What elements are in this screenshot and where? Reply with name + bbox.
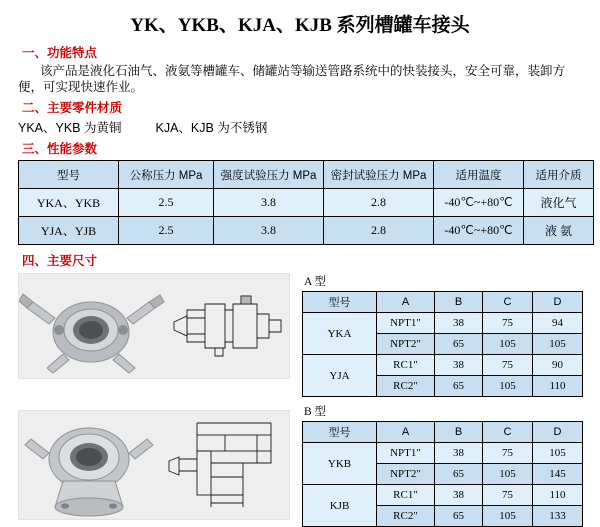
cell: 65: [435, 376, 483, 397]
table-header-row: [19, 161, 594, 189]
col-header: C: [483, 422, 533, 443]
table-header-row: [303, 422, 583, 443]
col-header: 公称压力 MPa: [119, 161, 214, 189]
col-header: B: [435, 422, 483, 443]
table-row: [303, 355, 583, 376]
cell: NPT1": [377, 313, 435, 334]
cell: 75: [483, 313, 533, 334]
cell: 94: [533, 313, 583, 334]
coupling-photo-a: [18, 273, 290, 379]
col-header: 型号: [303, 422, 377, 443]
col-header: D: [533, 292, 583, 313]
col-header: 适用温度: [434, 161, 524, 189]
cell: 2.8: [324, 217, 434, 245]
cell: 105: [483, 506, 533, 527]
table-row: [19, 189, 594, 217]
cell: 133: [533, 506, 583, 527]
dimension-table-b: [302, 421, 583, 527]
col-header: A: [377, 292, 435, 313]
cell: NPT2": [377, 464, 435, 485]
image-column-a: [18, 273, 298, 397]
cell: -40℃~+80℃: [434, 189, 524, 217]
dimensions-section: [10, 273, 590, 527]
section-heading-materials: 二、主要零件材质: [22, 101, 123, 115]
cell: 65: [435, 464, 483, 485]
cell: 105: [533, 443, 583, 464]
col-header: D: [533, 422, 583, 443]
cell: 65: [435, 506, 483, 527]
document-page: [0, 10, 600, 526]
col-header: C: [483, 292, 533, 313]
table-column-b: [302, 403, 587, 527]
materials-right: KJA、KJB 为不锈钢: [155, 121, 268, 135]
cell: 2.8: [324, 189, 434, 217]
image-column-b: [18, 403, 298, 527]
cell: 液 氨: [524, 217, 594, 245]
col-header: 强度试验压力 MPa: [214, 161, 324, 189]
cell: 75: [483, 485, 533, 506]
table-row: [303, 313, 583, 334]
cell: 90: [533, 355, 583, 376]
cell: YJA、YJB: [19, 217, 119, 245]
cell: 65: [435, 334, 483, 355]
cell: -40℃~+80℃: [434, 217, 524, 245]
cell: 38: [435, 443, 483, 464]
col-header: 型号: [19, 161, 119, 189]
materials-text: [18, 118, 590, 136]
coupling-photo-b-graphic: [19, 411, 290, 519]
cell: 2.5: [119, 217, 214, 245]
dimension-table-a: [302, 291, 583, 397]
cell: 液化气: [524, 189, 594, 217]
cell: 3.8: [214, 217, 324, 245]
materials-left: YKA、YKB 为黄铜: [18, 121, 122, 135]
cell: 38: [435, 485, 483, 506]
coupling-photo-a-graphic: [19, 274, 290, 378]
cell: NPT2": [377, 334, 435, 355]
model-cell: KJB: [303, 485, 377, 527]
section-heading-performance: 三、性能参数: [22, 142, 98, 156]
page-title: YK、YKB、KJA、KJB 系列槽罐车接头: [130, 15, 470, 36]
cell: 38: [435, 355, 483, 376]
cell: 75: [483, 355, 533, 376]
cell: 110: [533, 485, 583, 506]
dimension-block-a: [18, 273, 590, 397]
col-header: 适用介质: [524, 161, 594, 189]
dimension-block-b: [18, 403, 590, 527]
performance-table: [18, 160, 594, 245]
table-header-row: [303, 292, 583, 313]
type-label-b: B 型: [304, 406, 327, 418]
cell: 110: [533, 376, 583, 397]
coupling-photo-b: [18, 410, 290, 520]
cell: 75: [483, 443, 533, 464]
col-header: 型号: [303, 292, 377, 313]
cell: 105: [483, 376, 533, 397]
features-body: 该产品是液化石油气、液氨等槽罐车、储罐站等输送管路系统中的快装接头，安全可靠，装卸方便，可实现快速作业。: [18, 64, 566, 94]
cell: 105: [483, 464, 533, 485]
cell: NPT1": [377, 443, 435, 464]
col-header: 密封试验压力 MPa: [324, 161, 434, 189]
cell: 105: [483, 334, 533, 355]
model-cell: YKA: [303, 313, 377, 355]
type-label-a: A 型: [304, 276, 327, 288]
table-column-a: [302, 273, 587, 397]
col-header: B: [435, 292, 483, 313]
cell: RC1": [377, 355, 435, 376]
cell: 145: [533, 464, 583, 485]
table-row: [303, 443, 583, 464]
section-heading-dimensions: 四、主要尺寸: [22, 254, 98, 268]
cell: 38: [435, 313, 483, 334]
cell: 3.8: [214, 189, 324, 217]
model-cell: YJA: [303, 355, 377, 397]
cell: 105: [533, 334, 583, 355]
cell: YKA、YKB: [19, 189, 119, 217]
cell: RC2": [377, 376, 435, 397]
cell: 2.5: [119, 189, 214, 217]
section-heading-features: 一、功能特点: [22, 46, 98, 60]
cell: RC2": [377, 506, 435, 527]
col-header: A: [377, 422, 435, 443]
features-text: [18, 63, 586, 95]
model-cell: YKB: [303, 443, 377, 485]
table-row: [303, 485, 583, 506]
cell: RC1": [377, 485, 435, 506]
table-row: [19, 217, 594, 245]
